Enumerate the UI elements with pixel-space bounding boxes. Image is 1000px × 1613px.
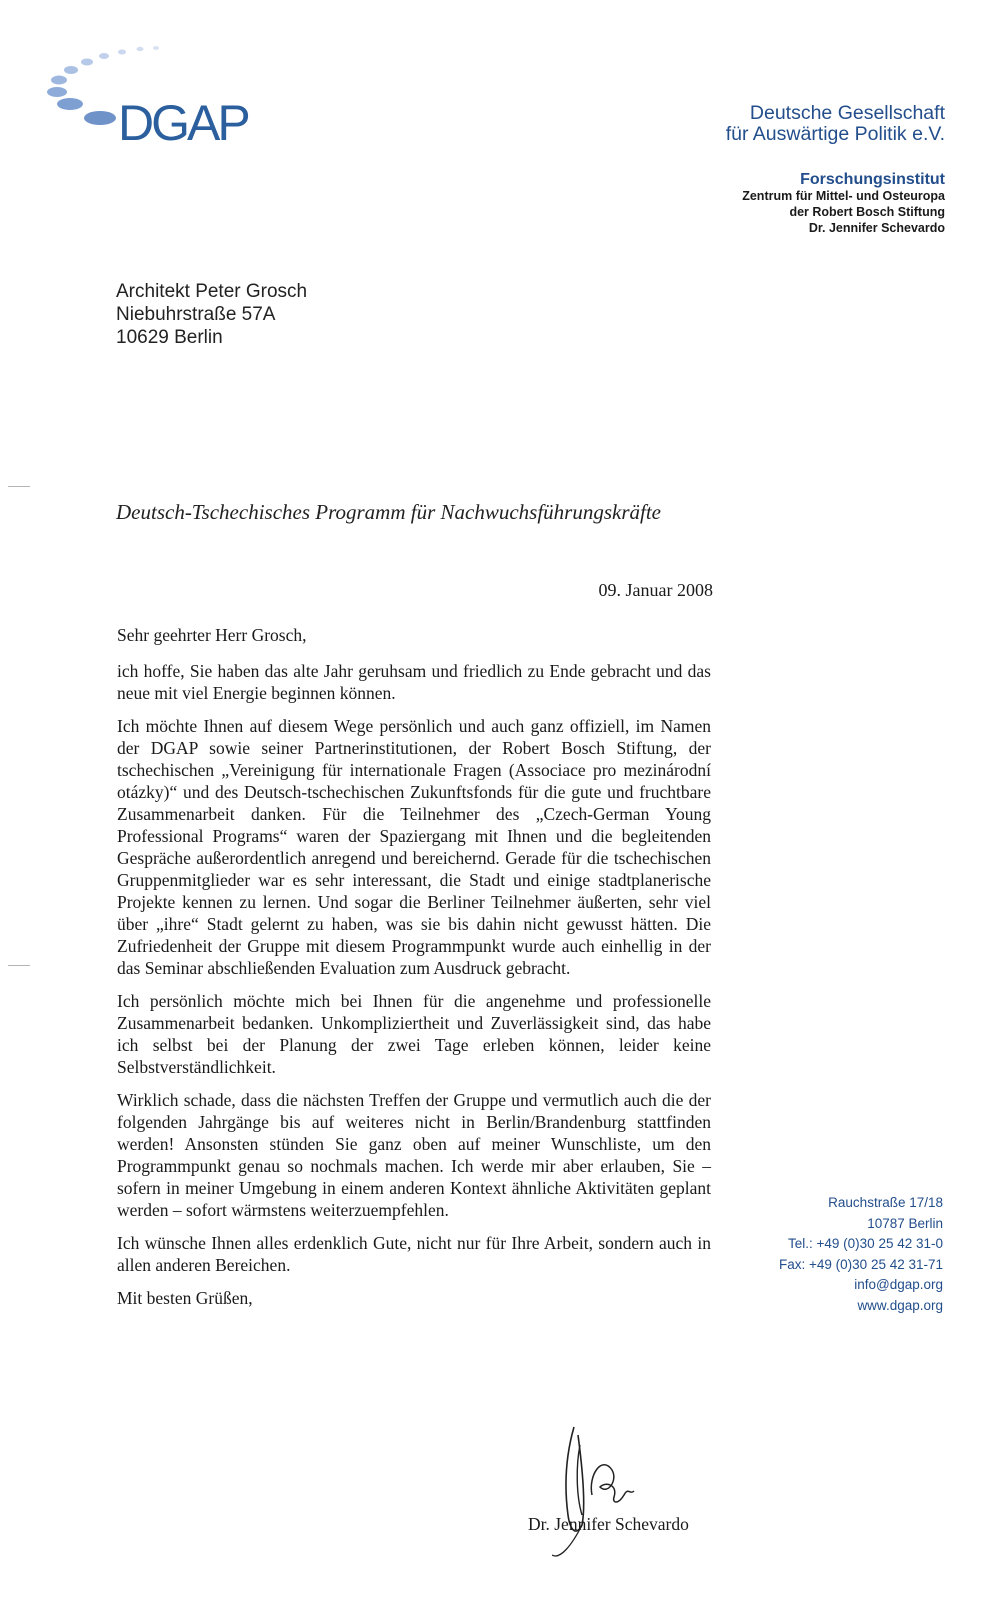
contact-city: 10787 Berlin (867, 1215, 943, 1231)
org-name-line2: für Auswärtige Politik e.V. (725, 123, 945, 145)
contact-fax: Fax: +49 (0)30 25 42 31-71 (779, 1256, 943, 1272)
body-paragraph: Ich wünsche Ihnen alles erdenklich Gute, nicht nur für Ihre Arbeit, sondern auch in allen anderen Bereichen. (117, 1233, 711, 1275)
organization-name (726, 103, 945, 145)
letter-date: 09. Januar 2008 (598, 580, 713, 600)
fold-mark (8, 486, 30, 487)
subject-line: Deutsch-Tschechisches Programm für Nachwuchsführungskräfte (116, 500, 661, 524)
org-name-line1: Deutsche Gesellschaft (749, 102, 945, 124)
salutation: Sehr geehrter Herr Grosch, (117, 625, 307, 645)
contact-website[interactable]: www.dgap.org (857, 1297, 943, 1313)
institute-foundation: der Robert Bosch Stiftung (789, 205, 945, 219)
recipient-address (116, 280, 307, 349)
body-paragraph: ich hoffe, Sie haben das alte Jahr geruhsam und friedlich zu Ende gebracht und das neue mit viel Energie beginnen können. (117, 661, 711, 703)
fold-mark (8, 965, 30, 966)
contact-email[interactable]: info@dgap.org (854, 1277, 943, 1292)
institute-center: Zentrum für Mittel- und Osteuropa (742, 189, 945, 203)
body-paragraph: Ich persönlich möchte mich bei Ihnen für die angenehme und professionelle Zusammenarbeit bedanken. Unkompliziertheit und Zuverlässigkeit sind, das habe ich selbst bei der Planung der zwei Tage erleben können, leider keine Selbstverständlichkeit. (117, 991, 711, 1077)
body-paragraph: Ich möchte Ihnen auf diesem Wege persönlich und auch ganz offiziell, im Namen der DGAP sowie seiner Partnerinstitutionen, der Robert Bosch Stiftung, der tschechischen „Vereinigung für internationale Fragen (Associace pro mezinárodní otázky)“ und des Deutsch-tschechischen Zukunftsfonds für die gute und fruchtbare Zusammenarbeit danken. Für die Teilnehmer des „Czech-German Young Professional Programs“ waren der Spaziergang mit Ihnen und die begleitenden Gespräche außerordentlich anregend und bereichernd. Gerade für die tschechischen Gruppenmitglieder war es sehr interessant, die Stadt und einige stadtplanerische Projekte kennen zu lernen. Und sogar die Berliner Teilnehmer äußerten, sehr viel über „ihre“ Stadt gelernt zu haben, was sie bis dahin nicht gewusst hätten. Die Zufriedenheit der Gruppe mit diesem Programmpunkt wurde auch einhellig in der das Seminar abschließenden Evaluation zum Ausdruck gebracht. (117, 716, 711, 978)
signer-name: Dr. Jennifer Schevardo (528, 1514, 689, 1534)
closing: Mit besten Grüßen, (117, 1288, 253, 1308)
letter-body (117, 624, 711, 1320)
contact-phone: Tel.: +49 (0)30 25 42 31-0 (788, 1236, 943, 1251)
contact-street: Rauchstraße 17/18 (828, 1195, 943, 1210)
recipient-name: Architekt Peter Grosch (116, 281, 308, 302)
institute-person: Dr. Jennifer Schevardo (808, 221, 945, 235)
contact-block (779, 1193, 943, 1316)
dgap-logo-text: DGAP (118, 95, 248, 151)
body-paragraph: Wirklich schade, dass die nächsten Treffen der Gruppe und vermutlich auch die der folgenden Jahrgänge bis auf weiteres nicht in Berlin/Brandenburg stattfinden werden! Ansonsten stünden Sie ganz oben auf meiner Wunschliste, um den Programmpunkt genau so nochmals machen. Ich werde mir aber erlauben, Sie – sofern in meiner Umgebung in einem anderen Kontext ähnliche Aktivitäten geplant werden – sofort wärmstens weiterzuempfehlen. (117, 1090, 711, 1220)
institute-block (742, 172, 945, 236)
handwritten-signature-icon (552, 1425, 662, 1565)
recipient-street: Niebuhrstraße 57A (116, 304, 276, 325)
institute-title: Forschungsinstitut (800, 171, 945, 188)
recipient-city: 10629 Berlin (116, 327, 223, 348)
